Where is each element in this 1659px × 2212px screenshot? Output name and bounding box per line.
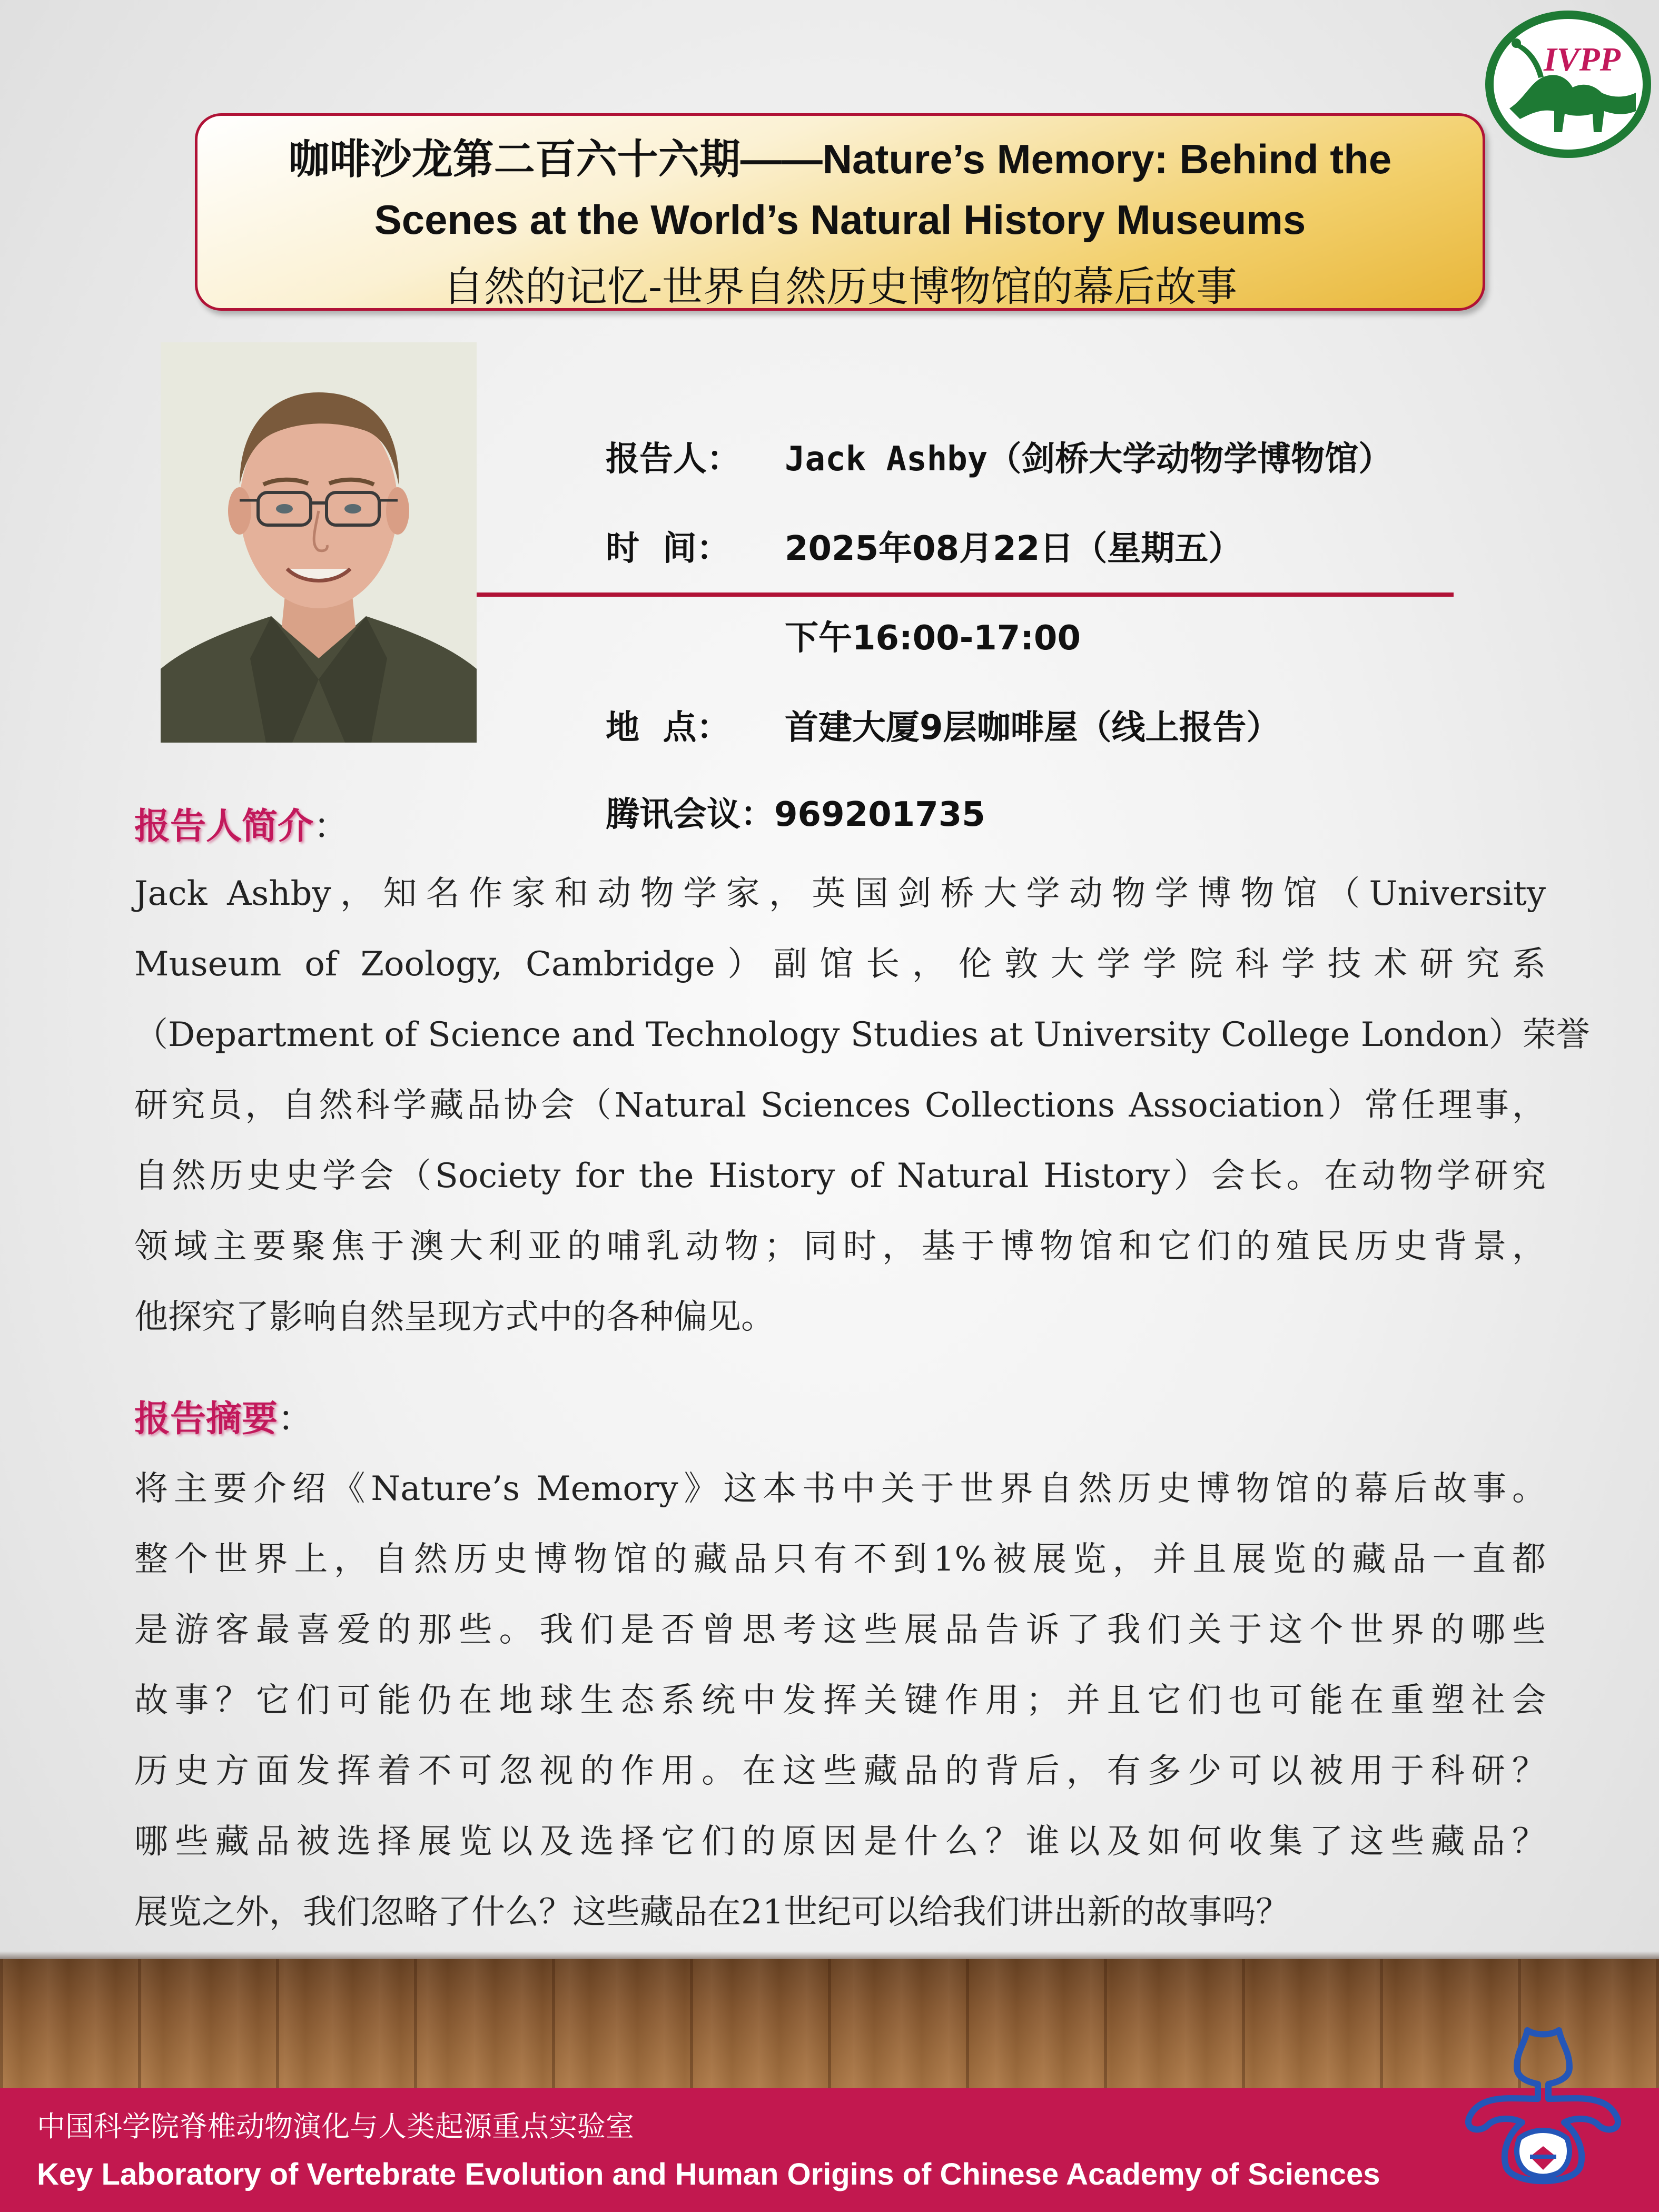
bio-line: 自然历史史学会（Society for the History of Natural History）会长。在动物学研究 [134, 1157, 1546, 1196]
bio-heading-colon: ： [313, 806, 350, 847]
speaker-value: Jack Ashby（剑桥大学动物学博物馆） [785, 440, 1393, 479]
meeting-value: 969201735 [774, 795, 985, 834]
place-label: 地 点： [606, 708, 730, 747]
bio-line: 领域主要聚焦于澳大利亚的哺乳动物；同时，基于博物馆和它们的殖民历史背景， [134, 1227, 1546, 1266]
abstract-line: 是游客最喜爱的那些。我们是否曾思考这些展品告诉了我们关于这个世界的哪些 [134, 1611, 1546, 1650]
abstract-text [134, 1454, 1546, 1948]
speaker-label: 报告人： [606, 440, 740, 479]
wooden-floor [0, 1959, 1659, 2099]
bio-line: Museum of Zoology, Cambridge）副馆长，伦敦大学学院科学技术研究系 [134, 945, 1546, 984]
abstract-heading-text: 报告摘要 [134, 1398, 278, 1440]
bio-text [134, 858, 1590, 1352]
vertebra-logo-icon [1459, 2020, 1627, 2194]
time-value-2: 下午16:00-17:00 [785, 619, 1081, 658]
abstract-line: 展览之外，我们忽略了什么？这些藏品在21世纪可以给我们讲出新的故事吗？ [134, 1893, 1290, 1932]
title-box [195, 113, 1485, 311]
speaker-photo [161, 342, 477, 743]
meeting-label: 腾讯会议： [606, 795, 774, 834]
abstract-line: 故事？它们可能仍在地球生态系统中发挥关键作用；并且它们也可能在重塑社会 [134, 1681, 1546, 1720]
footer-cn: 中国科学院脊椎动物演化与人类起源重点实验室 [37, 2110, 634, 2143]
place-value: 首建大厦9层咖啡屋（线上报告） [785, 708, 1280, 747]
bio-line: 研究员，自然科学藏品协会（Natural Sciences Collections Association）常任理事， [134, 1086, 1546, 1125]
ivpp-logo [1485, 11, 1651, 158]
abstract-heading-colon: ： [278, 1398, 314, 1440]
place-row [606, 700, 1280, 749]
speaker-row [606, 432, 1392, 480]
time-row [606, 521, 1242, 570]
bio-line: Jack Ashby，知名作家和动物学家，英国剑桥大学动物学博物馆（University [134, 874, 1546, 913]
time-row-2 [785, 611, 1081, 659]
bio-heading-text: 报告人简介 [134, 806, 314, 847]
title-line-2: Scenes at the World’s Natural History Museums [374, 196, 1306, 243]
abstract-heading [134, 1390, 313, 1441]
meeting-row [606, 787, 985, 836]
abstract-line: 哪些藏品被选择展览以及选择它们的原因是什么？谁以及如何收集了这些藏品？ [134, 1822, 1546, 1861]
time-label: 时 间： [606, 529, 730, 568]
abstract-line: 历史方面发挥着不可忽视的作用。在这些藏品的背后，有多少可以被用于科研？ [134, 1752, 1546, 1791]
time-value: 2025年08月22日（星期五） [785, 529, 1242, 568]
abstract-line: 将主要介绍《Nature’s Memory》这本书中关于世界自然历史博物馆的幕后故事。 [134, 1469, 1546, 1508]
title-line-3: 自然的记忆-世界自然历史博物馆的幕后故事 [442, 263, 1238, 311]
dinosaur-icon [1494, 19, 1643, 150]
divider-line [477, 592, 1454, 597]
title-line-1: 咖啡沙龙第二百六十六期——Nature’s Memory: Behind the [288, 136, 1392, 182]
bio-line: （Department of Science and Technology Studies at University College London）荣誉 [134, 1015, 1590, 1054]
footer-en: Key Laboratory of Vertebrate Evolution and Human Origins of Chinese Academy of Sciences [37, 2157, 1380, 2191]
bio-heading [134, 798, 349, 849]
ivpp-logo-text: IVPP [1544, 41, 1621, 78]
bio-line: 他探究了影响自然呈现方式中的各种偏见。 [134, 1298, 775, 1337]
abstract-line: 整个世界上，自然历史博物馆的藏品只有不到1%被展览，并且展览的藏品一直都 [134, 1540, 1546, 1579]
